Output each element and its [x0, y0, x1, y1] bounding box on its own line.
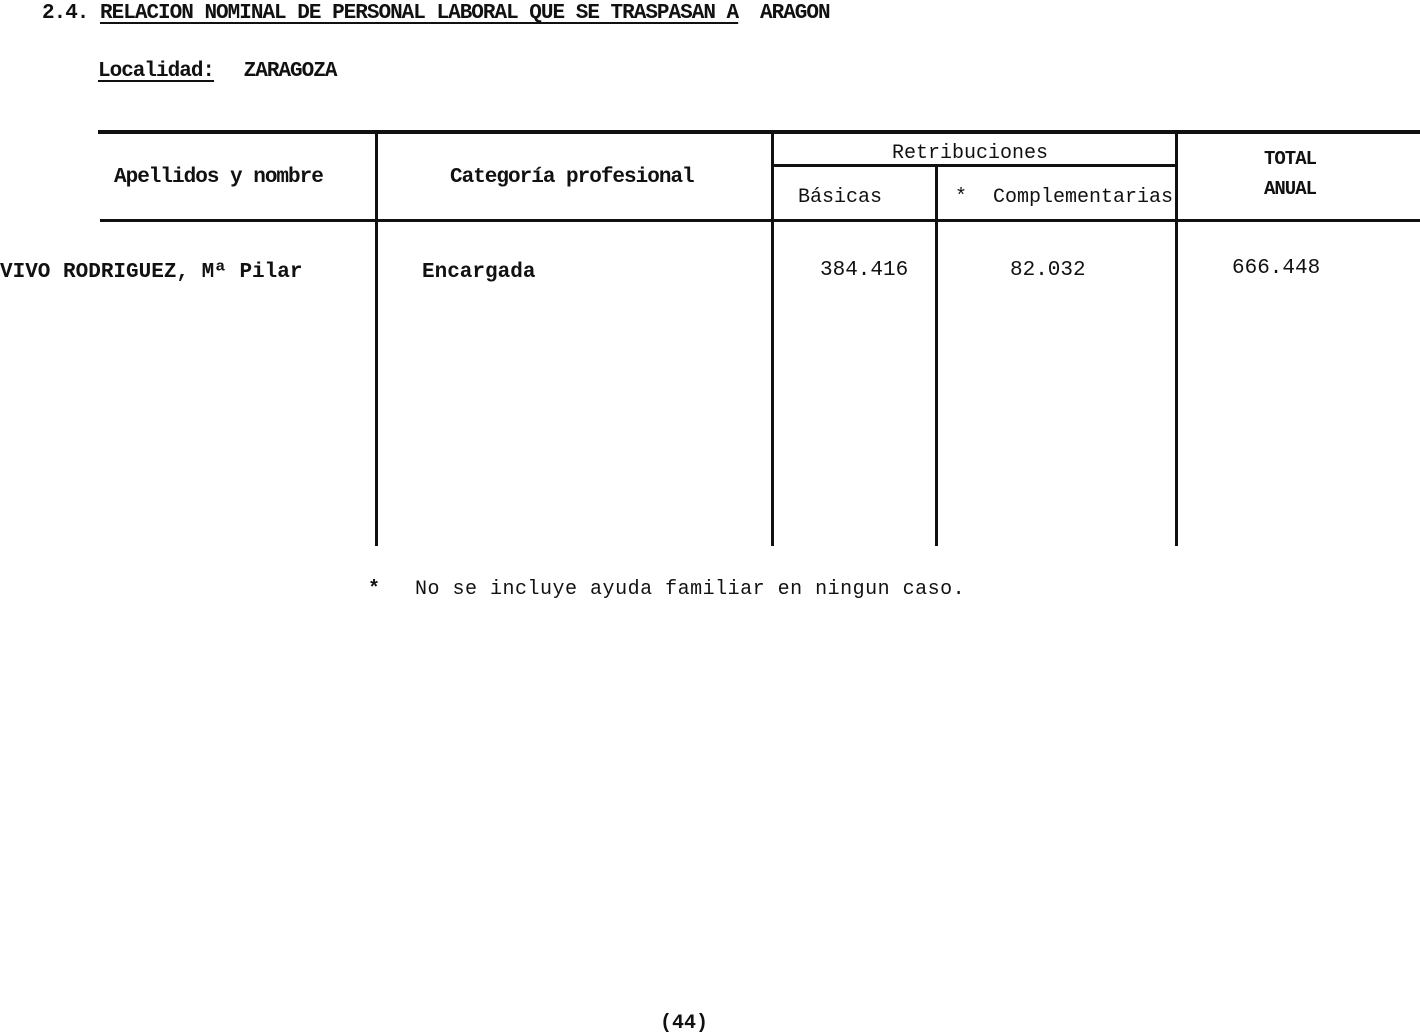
- header-bottom-rule: [100, 219, 1420, 222]
- row-name: VIVO RODRIGUEZ, Mª Pilar: [0, 261, 303, 284]
- column-divider-3: [935, 166, 938, 546]
- header-retribuciones: Retribuciones: [892, 142, 1049, 165]
- row-category: Encargada: [422, 261, 536, 284]
- region-name: ARAGON: [760, 2, 830, 25]
- header-total-line2: ANUAL: [1264, 178, 1317, 200]
- header-category: Categoría profesional: [450, 166, 694, 189]
- header-complementarias: * Complementarias: [955, 186, 1174, 209]
- locality-label: Localidad:: [98, 60, 215, 83]
- footnote-text: No se incluye ayuda familiar en ningun caso.: [415, 578, 966, 601]
- row-basicas: 384.416: [820, 259, 909, 282]
- table-top-rule: [98, 130, 1420, 134]
- document-heading: [42, 2, 738, 25]
- column-divider-1: [375, 133, 378, 546]
- footnote-mark: *: [368, 578, 381, 601]
- header-basicas: Básicas: [798, 186, 883, 209]
- column-divider-4: [1175, 133, 1178, 546]
- section-number: 2.4.: [42, 2, 89, 25]
- footnote: [368, 578, 965, 601]
- page-number: (44): [660, 1012, 709, 1035]
- row-total: 666.448: [1232, 257, 1321, 280]
- row-complementarias: 82.032: [1010, 259, 1086, 282]
- asterisk-mark: *: [955, 186, 968, 209]
- column-divider-2: [771, 133, 774, 546]
- section-title: RELACION NOMINAL DE PERSONAL LABORAL QUE SE TRASPASAN A: [100, 2, 739, 25]
- locality-value: ZARAGOZA: [243, 60, 337, 83]
- header-total-line1: TOTAL: [1264, 148, 1317, 170]
- header-name: Apellidos y nombre: [114, 166, 323, 189]
- locality-line: [98, 60, 336, 83]
